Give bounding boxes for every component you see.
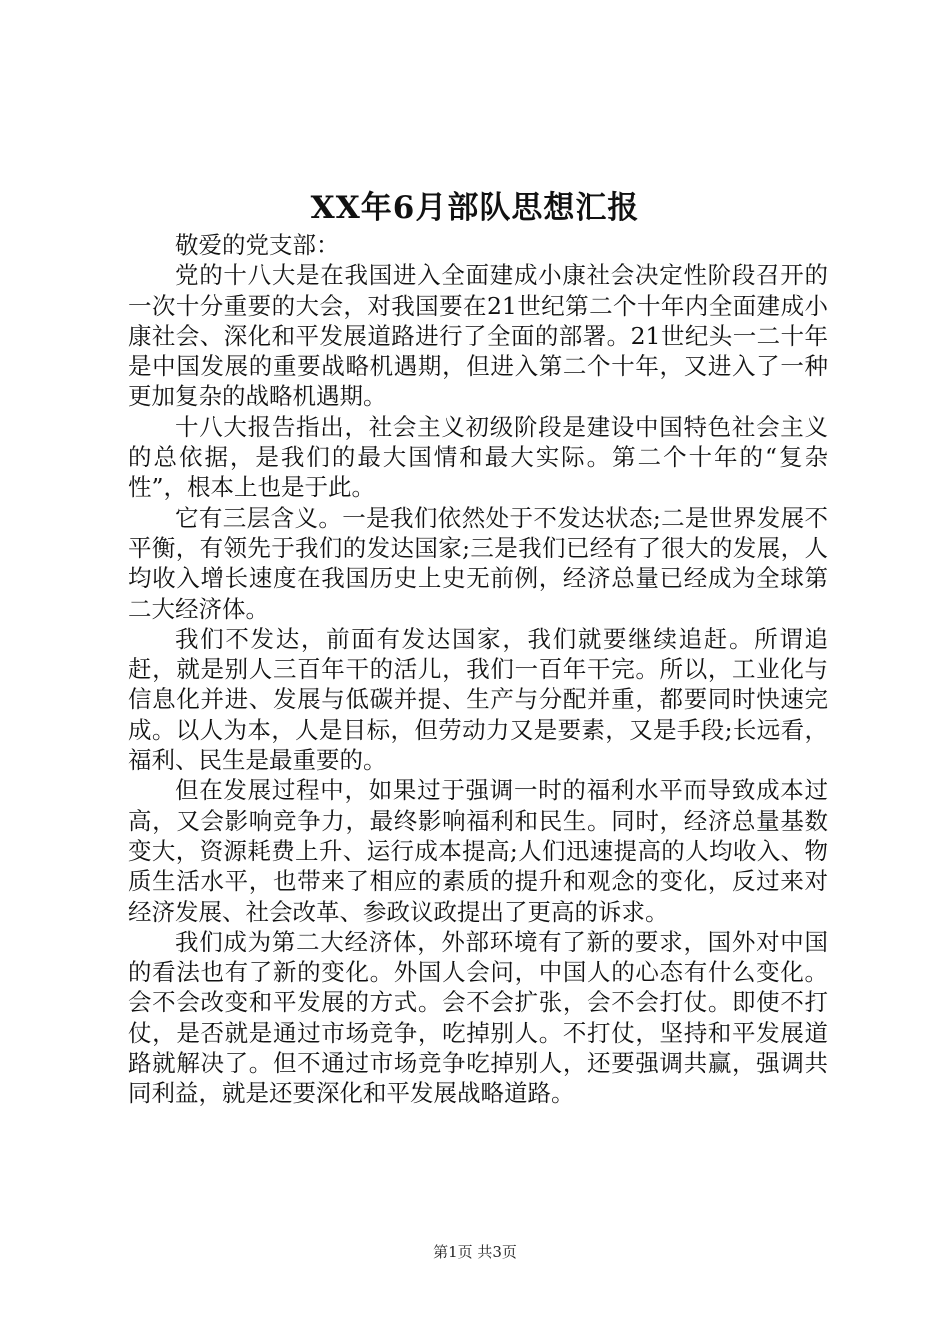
page-footer: 第1页 共3页: [433, 1243, 517, 1261]
paragraph-5: 但在发展过程中，如果过于强调一时的福利水平而导致成本过高，又会影响竞争力，最终影响福利和民生。同时，经济总量基数变大，资源耗费上升、运行成本提高;人们迅速提高的人均收入、物质生活水平，也带来了相应的素质的提升和观念的变化，反过来对经济发展、社会改革、参政议政提出了更高的诉求。: [128, 776, 828, 926]
paragraph-2: 十八大报告指出，社会主义初级阶段是建设中国特色社会主义的总依据，是我们的最大国情和最大实际。第二个十年的“复杂性”，根本上也是于此。: [128, 412, 828, 502]
paragraph-1: 党的十八大是在我国进入全面建成小康社会决定性阶段召开的一次十分重要的大会，对我国要在21世纪第二个十年内全面建成小康社会、深化和平发展道路进行了全面的部署。21世纪头一二十年是中国发展的重要战略机遇期，但进入第二个十年，又进入了一种更加复杂的战略机遇期。: [128, 261, 828, 411]
document-body: [128, 230, 828, 1109]
salutation: 敬爱的党支部：: [175, 231, 340, 259]
paragraph-4: 我们不发达，前面有发达国家，我们就要继续追赶。所谓追赶，就是别人三百年干的活儿，我们一百年干完。所以，工业化与信息化并进、发展与低碳并提、生产与分配并重，都要同时快速完成。以人为本，人是目标，但劳动力又是要素，又是手段;长远看，福利、民生是最重要的。: [128, 624, 828, 775]
document-title: XX年6月部队思想汇报: [310, 190, 640, 226]
paragraph-3: 它有三层含义。一是我们依然处于不发达状态;二是世界发展不平衡，有领先于我们的发达国家;三是我们已经有了很大的发展，人均收入增长速度在我国历史上史无前例，经济总量已经成为全球第二大经济体。: [128, 503, 828, 623]
paragraph-6: 我们成为第二大经济体，外部环境有了新的要求，国外对中国的看法也有了新的变化。外国人会问，中国人的心态有什么变化。会不会改变和平发展的方式。会不会扩张，会不会打仗。即使不打仗，是否就是通过市场竞争，吃掉别人。不打仗，坚持和平发展道路就解决了。但不通过市场竞争吃掉别人，还要强调共赢，强调共同利益，就是还要深化和平发展战略道路。: [128, 927, 828, 1108]
